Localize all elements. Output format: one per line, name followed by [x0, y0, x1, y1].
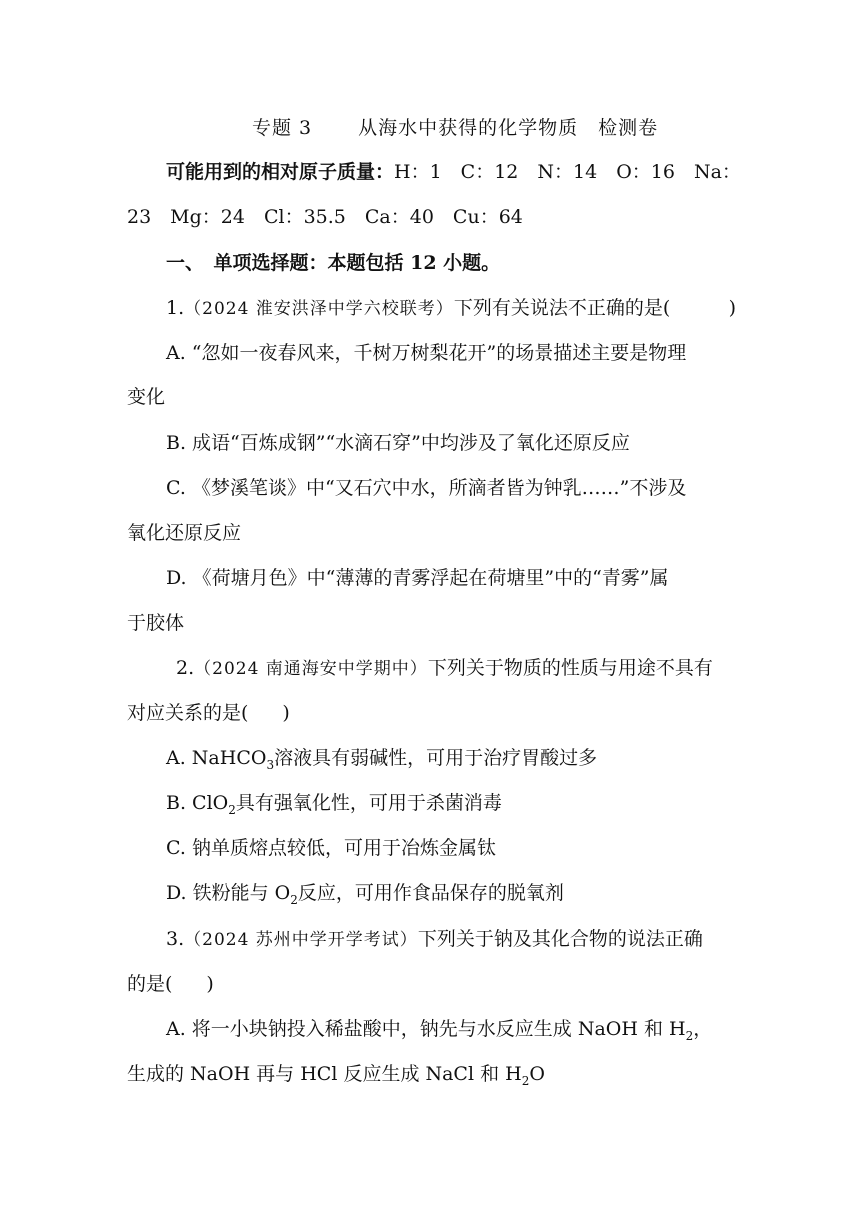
title-topic-name: 从海水中获得的化学物质	[358, 117, 579, 139]
question-1-option-a-line-1: A. “忽如一夜春风来，千树万树梨花开”的场景描述主要是物理	[166, 342, 687, 364]
option-b-text: B. ClO	[166, 792, 229, 814]
question-3-option-a-line-1	[166, 1017, 712, 1041]
atomic-mass-values-1: H：1 C：12 N：14 O：16 Na：	[394, 161, 741, 183]
question-2-close-paren: )	[282, 702, 290, 724]
section-heading: 一、 单项选择题：本题包括 12 小题。	[166, 252, 501, 274]
question-1-option-d-line-2: 于胶体	[127, 612, 185, 634]
question-3-stem-line-1	[166, 927, 703, 952]
option-a-text-4: O	[529, 1063, 545, 1085]
subscript: 2	[685, 1028, 694, 1043]
question-3-text: 下列关于钠及其化合物的说法正确	[417, 928, 703, 950]
question-1-option-b: B. 成语“百炼成钢”“水滴石穿”中均涉及了氧化还原反应	[166, 432, 630, 454]
question-1-text: 下列有关说法不正确的是(	[453, 297, 671, 319]
question-2-option-c: C. 钠单质熔点较低，可用于冶炼金属钛	[166, 837, 496, 859]
option-a-text: A. NaHCO	[166, 747, 267, 769]
question-1-option-a-line-2: 变化	[127, 386, 166, 408]
option-a-text-3: 生成的 NaOH 再与 HCl 反应生成 NaCl 和 H	[127, 1063, 522, 1085]
question-3-source: （2024 苏州中学开学考试）	[184, 930, 418, 950]
question-2-stem-line-2	[127, 701, 290, 725]
subscript: 2	[228, 802, 236, 817]
question-2-option-a	[166, 746, 597, 770]
option-b-text-2: 具有强氧化性，可用于杀菌消毒	[235, 792, 502, 814]
option-d-text: D. 铁粉能与 O	[166, 882, 291, 904]
subscript: 2	[290, 892, 298, 907]
option-a-text-2: ，	[693, 1018, 713, 1040]
question-3-text-2: 的是(	[127, 973, 173, 995]
subscript: 3	[266, 757, 275, 772]
option-d-text-2: 反应，可用作食品保存的脱氧剂	[297, 882, 564, 904]
option-a-text-2: 溶液具有弱碱性，可用于治疗胃酸过多	[274, 747, 598, 769]
question-3-stem-line-2	[127, 972, 214, 996]
question-2-option-b	[166, 791, 502, 815]
question-3-close-paren: )	[206, 973, 214, 995]
atomic-mass-line-2: 23 Mg：24 Cl：35.5 Ca：40 Cu：64	[127, 206, 523, 228]
question-1-source: （2024 淮安洪泽中学六校联考）	[184, 299, 454, 319]
question-1-number: 1.	[166, 297, 185, 319]
question-2-source: （2024 南通海安中学期中）	[194, 659, 428, 679]
question-2-option-d	[166, 881, 564, 905]
question-2-number: 2.	[176, 657, 195, 679]
question-1-option-d-line-1: D. 《荷塘月色》中“薄薄的青雾浮起在荷塘里”中的“青雾”属	[166, 567, 669, 589]
question-2-text-2: 对应关系的是(	[127, 702, 249, 724]
atomic-mass-label: 可能用到的相对原子质量：	[166, 161, 395, 183]
subscript: 2	[521, 1073, 530, 1088]
question-2-text: 下列关于物质的性质与用途不具有	[427, 657, 713, 679]
page-title	[252, 116, 658, 140]
option-a-text: A. 将一小块钠投入稀盐酸中，钠先与水反应生成 NaOH 和 H	[166, 1018, 686, 1040]
question-3-number: 3.	[166, 928, 185, 950]
question-1-stem	[166, 296, 736, 321]
question-3-option-a-line-2	[127, 1062, 545, 1086]
atomic-mass-line-1	[166, 160, 741, 184]
question-1-close-paren: )	[728, 297, 736, 319]
question-1-option-c-line-2: 氧化还原反应	[127, 522, 242, 544]
title-topic-number: 专题 3	[252, 117, 313, 139]
question-1-option-c-line-1: C. 《梦溪笔谈》中“又石穴中水，所滴者皆为钟乳……”不涉及	[166, 477, 687, 499]
title-test-label: 检测卷	[598, 117, 659, 139]
question-2-stem-line-1	[176, 656, 713, 681]
